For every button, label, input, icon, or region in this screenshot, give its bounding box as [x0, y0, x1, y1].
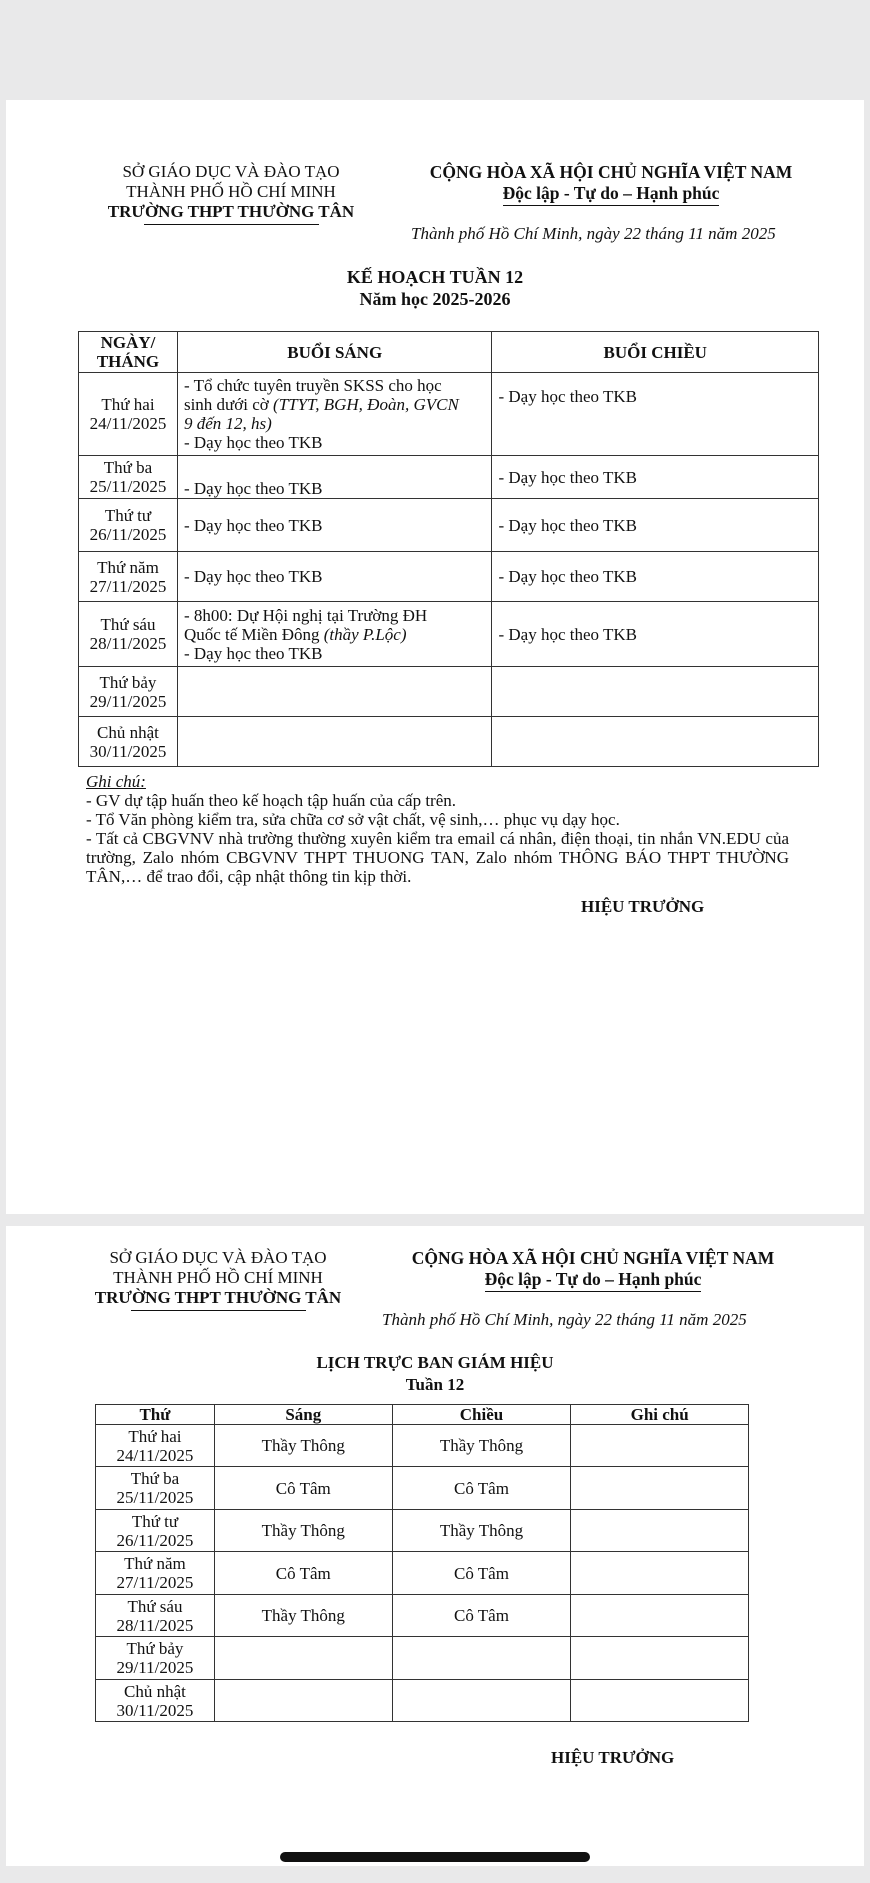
- header-day-line-1: NGÀY/: [100, 333, 156, 352]
- day-date: 27/11/2025: [116, 1573, 194, 1592]
- header-note: Ghi chú: [571, 1405, 749, 1425]
- table-row: [79, 499, 819, 552]
- note-item: - GV dự tập huấn theo kế hoạch tập huấn của cấp trên.: [86, 791, 457, 810]
- table-row: [96, 1680, 749, 1722]
- day-cell: [96, 1595, 215, 1637]
- morning-cell: Thầy Thông: [214, 1510, 392, 1552]
- day-date: 29/11/2025: [116, 1658, 194, 1677]
- note-cell: [571, 1425, 749, 1467]
- morning-line: - Dạy học theo TKB: [183, 433, 323, 452]
- dept-line-2: THÀNH PHỐ HỒ CHÍ MINH: [126, 182, 336, 201]
- afternoon-cell: [492, 667, 819, 717]
- header-afternoon: Chiều: [392, 1405, 571, 1425]
- school-year: Năm học 2025-2026: [359, 289, 511, 309]
- weekly-plan-page: [6, 100, 864, 1214]
- nation-name: CỘNG HÒA XÃ HỘI CHỦ NGHĨA VIỆT NAM: [429, 162, 793, 182]
- day-name: Thứ sáu: [127, 1596, 183, 1616]
- afternoon-cell: - Dạy học theo TKB: [492, 456, 819, 499]
- day-name: Thứ ba: [103, 458, 153, 477]
- afternoon-cell: - Dạy học theo TKB: [492, 373, 819, 456]
- table-row: [79, 373, 819, 456]
- motto: Độc lập - Tự do – Hạnh phúc: [503, 183, 720, 206]
- day-date: 28/11/2025: [116, 1615, 194, 1635]
- table-row: [96, 1425, 749, 1467]
- table-row: [96, 1595, 749, 1637]
- morning-text: Quốc tế Miền Đông: [183, 624, 324, 644]
- note-cell: [571, 1680, 749, 1722]
- afternoon-cell: Cô Tâm: [392, 1552, 571, 1595]
- table-header-row: [79, 332, 819, 373]
- afternoon-cell: Thầy Thông: [392, 1510, 571, 1552]
- header-morning: Sáng: [214, 1405, 392, 1425]
- note-cell: [571, 1637, 749, 1680]
- table-row: [96, 1552, 749, 1595]
- header-day: Thứ: [96, 1405, 215, 1425]
- day-name: Chủ nhật: [97, 722, 159, 742]
- day-name: Thứ tư: [104, 506, 152, 525]
- morning-cell: Thầy Thông: [214, 1595, 392, 1637]
- afternoon-cell: - Dạy học theo TKB: [492, 552, 819, 602]
- principal-signature-title: HIỆU TRƯỞNG: [581, 897, 705, 916]
- duty-schedule-page: [6, 1226, 864, 1866]
- header-day-line-2: THÁNG: [96, 352, 160, 371]
- day-date: 25/11/2025: [116, 1488, 194, 1507]
- note-item: - Tất cả CBGVNV nhà trường thường xuyên kiểm tra email cá nhân, điện thoại, tin nhắn VN.EDU của trường, Zalo nhóm CBGVNV THPT THUONG TAN, Zalo nhóm THÔNG BÁO THPT THƯỜNG TÂN,… để trao đổi, cập nhật thông tin kịp thời.: [86, 829, 789, 886]
- morning-cell: - Dạy học theo TKB: [177, 552, 492, 602]
- national-heading: [406, 162, 816, 206]
- morning-cell: Cô Tâm: [214, 1552, 392, 1595]
- day-date: 25/11/2025: [89, 477, 167, 496]
- day-name: Thứ bảy: [99, 672, 157, 692]
- morning-participants: (thầy P.Lộc): [323, 624, 407, 644]
- table-row: [79, 717, 819, 767]
- issuing-agency: [96, 162, 366, 225]
- day-date: 26/11/2025: [116, 1530, 194, 1550]
- day-cell: [79, 499, 178, 552]
- day-cell: [96, 1552, 215, 1595]
- day-name: Thứ tư: [131, 1511, 179, 1531]
- day-cell: [79, 717, 178, 767]
- afternoon-cell: [392, 1680, 571, 1722]
- notes-section: [86, 772, 789, 886]
- school-name: TRƯỜNG THPT THƯỜNG TÂN: [107, 202, 355, 221]
- table-row: [96, 1467, 749, 1510]
- day-cell: [79, 373, 178, 456]
- date-line: Thành phố Hồ Chí Minh, ngày 22 tháng 11 năm 2025: [382, 1310, 747, 1329]
- school-underline: [144, 224, 319, 225]
- morning-cell: [177, 667, 492, 717]
- afternoon-cell: - Dạy học theo TKB: [492, 602, 819, 667]
- day-name: Thứ bảy: [126, 1639, 184, 1658]
- morning-participants: 9 đến 12, hs): [183, 414, 272, 433]
- day-cell: [79, 456, 178, 499]
- morning-cell: - Dạy học theo TKB: [177, 456, 492, 499]
- day-cell: [96, 1467, 215, 1510]
- day-cell: [79, 667, 178, 717]
- date-line: Thành phố Hồ Chí Minh, ngày 22 tháng 11 năm 2025: [411, 224, 776, 243]
- day-name: Thứ hai: [101, 395, 155, 414]
- morning-cell: [177, 717, 492, 767]
- morning-text: sinh dưới cờ: [183, 395, 274, 414]
- morning-line: [184, 414, 486, 433]
- day-date: 26/11/2025: [89, 525, 167, 544]
- weekly-plan-table: [78, 331, 819, 767]
- morning-line: - 8h00: Dự Hội nghị tại Trường ĐH: [183, 605, 428, 625]
- morning-cell: Cô Tâm: [214, 1467, 392, 1510]
- home-indicator-bar[interactable]: [280, 1852, 590, 1862]
- note-cell: [571, 1467, 749, 1510]
- table-row: [79, 667, 819, 717]
- table-row: [79, 552, 819, 602]
- table-row: [79, 456, 819, 499]
- afternoon-cell: [392, 1637, 571, 1680]
- morning-cell: Thầy Thông: [214, 1425, 392, 1467]
- principal-signature-title: HIỆU TRƯỞNG: [551, 1748, 675, 1767]
- morning-cell: - Dạy học theo TKB: [177, 499, 492, 552]
- morning-cell: [214, 1637, 392, 1680]
- day-cell: [79, 602, 178, 667]
- day-date: 28/11/2025: [89, 634, 167, 653]
- notes-label: Ghi chú:: [86, 772, 146, 791]
- motto: Độc lập - Tự do – Hạnh phúc: [485, 1269, 702, 1292]
- dept-line-1: SỞ GIÁO DỤC VÀ ĐÀO TẠO: [122, 162, 340, 181]
- afternoon-cell: - Dạy học theo TKB: [492, 499, 819, 552]
- note-cell: [571, 1510, 749, 1552]
- school-name: TRƯỜNG THPT THƯỜNG TÂN: [94, 1288, 342, 1307]
- table-row: [96, 1510, 749, 1552]
- day-name: Thứ năm: [97, 557, 159, 577]
- morning-participants: (TTYT, BGH, Đoàn, GVCN: [273, 395, 459, 414]
- table-header-row: [96, 1405, 749, 1425]
- dept-line-1: SỞ GIÁO DỤC VÀ ĐÀO TẠO: [109, 1248, 327, 1267]
- day-name: Thứ sáu: [100, 615, 156, 634]
- header-day: [79, 332, 178, 373]
- afternoon-cell: Thầy Thông: [392, 1425, 571, 1467]
- duty-schedule-table: [95, 1404, 749, 1722]
- morning-line: - Tổ chức tuyên truyền SKSS cho học: [183, 376, 442, 395]
- document-title: LỊCH TRỰC BAN GIÁM HIỆU: [316, 1353, 554, 1372]
- note-cell: [571, 1595, 749, 1637]
- week-number: Tuần 12: [405, 1375, 465, 1394]
- day-name: Thứ năm: [124, 1554, 186, 1573]
- day-cell: [79, 552, 178, 602]
- note-cell: [571, 1552, 749, 1595]
- note-item: - Tổ Văn phòng kiểm tra, sửa chữa cơ sở vật chất, vệ sinh,… phục vụ dạy học.: [86, 810, 620, 829]
- day-date: 30/11/2025: [89, 741, 167, 761]
- school-underline: [131, 1310, 306, 1311]
- morning-line: [184, 625, 486, 644]
- header-morning: BUỔI SÁNG: [177, 332, 492, 373]
- table-row: [96, 1637, 749, 1680]
- header-afternoon: BUỔI CHIỀU: [492, 332, 819, 373]
- day-name: Chủ nhật: [124, 1681, 186, 1701]
- afternoon-cell: Cô Tâm: [392, 1595, 571, 1637]
- morning-cell: [177, 373, 492, 456]
- day-cell: [96, 1510, 215, 1552]
- day-name: Thứ ba: [130, 1469, 180, 1488]
- afternoon-cell: Cô Tâm: [392, 1467, 571, 1510]
- morning-line: [184, 395, 486, 414]
- day-name: Thứ hai: [128, 1426, 182, 1446]
- document-title: KẾ HOẠCH TUẦN 12: [346, 267, 524, 287]
- day-date: 24/11/2025: [89, 414, 167, 433]
- table-row: [79, 602, 819, 667]
- day-date: 29/11/2025: [89, 691, 167, 711]
- morning-cell: [214, 1680, 392, 1722]
- day-cell: [96, 1425, 215, 1467]
- afternoon-cell: [492, 717, 819, 767]
- morning-cell: [177, 602, 492, 667]
- nation-name: CỘNG HÒA XÃ HỘI CHỦ NGHĨA VIỆT NAM: [411, 1248, 775, 1268]
- issuing-agency: [83, 1248, 353, 1311]
- day-date: 27/11/2025: [89, 576, 167, 596]
- morning-line: - Dạy học theo TKB: [183, 643, 323, 663]
- day-date: 30/11/2025: [116, 1700, 194, 1720]
- dept-line-2: THÀNH PHỐ HỒ CHÍ MINH: [113, 1268, 323, 1287]
- day-cell: [96, 1637, 215, 1680]
- day-cell: [96, 1680, 215, 1722]
- national-heading: [388, 1248, 798, 1292]
- day-date: 24/11/2025: [116, 1445, 194, 1465]
